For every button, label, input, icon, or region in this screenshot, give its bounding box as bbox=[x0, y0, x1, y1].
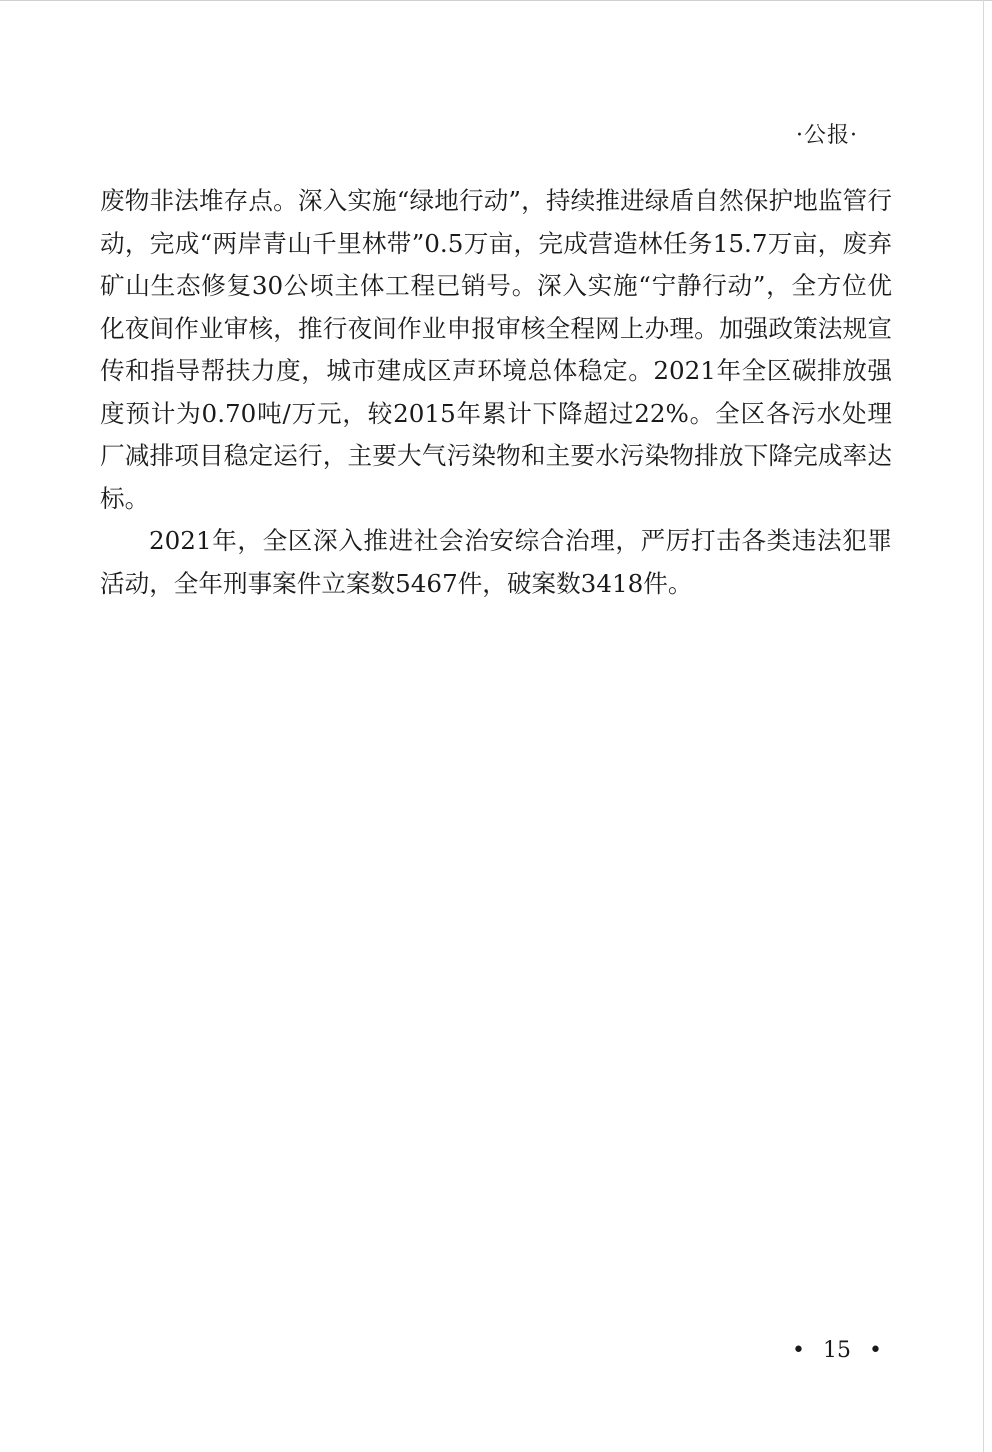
page-right-border bbox=[983, 0, 984, 1452]
page-number-left-dot: • bbox=[792, 1338, 805, 1363]
page-footer bbox=[792, 1338, 882, 1363]
page-number: 15 bbox=[823, 1338, 851, 1363]
body-paragraph-2: 2021年，全区深入推进社会治安综合治理，严厉打击各类违法犯罪活动，全年刑事案件立案数5467件，破案数3418件。 bbox=[100, 526, 892, 598]
running-header: ·公报· bbox=[796, 123, 858, 148]
body-paragraph-1: 废物非法堆存点。深入实施“绿地行动”，持续推进绿盾自然保护地监管行动，完成“两岸青山千里林带”0.5万亩，完成营造林任务15.7万亩，废弃矿山生态修复30公顷主体工程已销号。深入实施“宁静行动”，全方位优化夜间作业审核，推行夜间作业申报审核全程网上办理。加强政策法规宣传和指导帮扶力度，城市建成区声环境总体稳定。2021年全区碳排放强度预计为0.70吨/万元，较2015年累计下降超过22%。全区各污水处理厂减排项目稳定运行，主要大气污染物和主要水污染物排放下降完成率达标。 bbox=[100, 186, 892, 513]
page-top-border bbox=[0, 0, 992, 1]
page-number-right-dot: • bbox=[869, 1338, 882, 1363]
document-body bbox=[100, 180, 892, 605]
